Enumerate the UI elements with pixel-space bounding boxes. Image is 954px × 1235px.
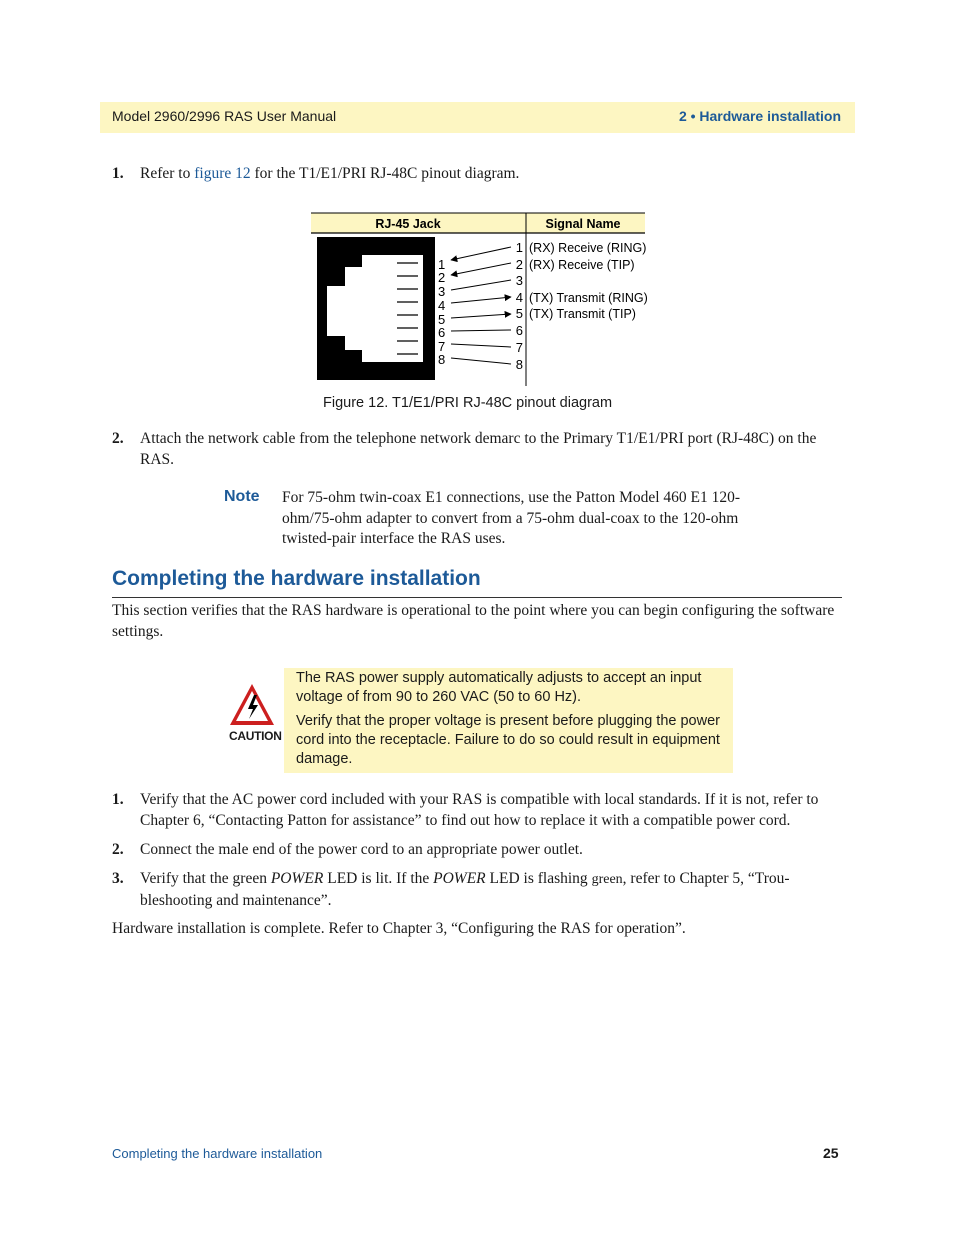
jack-pin-numbers xyxy=(438,257,445,367)
step-verify-led: 3. Verify that the green POWER LED is lit. If the POWER LED is flashing green, refer to Chapter 5, “Trou-bleshooting and maintenance”. xyxy=(112,870,790,909)
figure-12-link[interactable]: figure 12 xyxy=(194,165,251,182)
note-text: For 75-ohm twin-coax E1 connections, use the Patton Model 460 E1 120-ohm/75-ohm adapter to convert from a 75-ohm dual-coax to the 120-ohm twisted-pair interface the RAS uses. xyxy=(282,489,741,547)
figure-caption: Figure 12. T1/E1/PRI RJ-48C pinout diagram xyxy=(323,395,613,411)
step-verify-cord: 1. Verify that the AC power cord included with your RAS is compatible with local standards. If it is not, refer to Chapter 6, “Contacting Patton for assistance” to find out how to replace it with a compatible power cord. xyxy=(112,791,819,829)
signal-name: (TX) Transmit (RING) xyxy=(529,291,648,305)
jack-pin: 2 xyxy=(438,270,446,285)
signal-pin: 6 xyxy=(515,323,523,338)
signal-pin: 2 xyxy=(515,257,523,272)
signal-pin: 1 xyxy=(515,240,523,255)
signal-pin: 8 xyxy=(515,357,523,372)
jack-pin: 6 xyxy=(438,325,446,340)
power-led-name: POWER xyxy=(270,870,324,887)
step-connect-plug: 2. Connect the male end of the power cord to an appropriate power outlet. xyxy=(112,841,583,858)
jack-pin: 8 xyxy=(438,352,446,367)
signal-pin: 7 xyxy=(515,340,523,355)
caution-para-2: Verify that the proper voltage is present before plugging the power cord into the receptacle. Failure to do so could result in equipment damage. xyxy=(296,713,720,767)
closing-paragraph: Hardware installation is complete. Refer to Chapter 3, “Configuring the RAS for operation”. xyxy=(112,920,686,937)
manual-title: Model 2960/2996 RAS User Manual xyxy=(112,108,337,124)
jack-pin: 7 xyxy=(438,339,446,354)
section-title: Completing the hardware installation xyxy=(112,567,481,590)
power-led-name: POWER xyxy=(433,870,486,887)
col-signal-label: Signal Name xyxy=(545,217,621,231)
jack-pin: 5 xyxy=(438,312,446,327)
signal-name: (RX) Receive (RING) xyxy=(529,241,647,255)
signal-pin: 5 xyxy=(515,306,523,321)
jack-pin: 1 xyxy=(438,257,446,272)
signal-pin: 4 xyxy=(515,290,523,305)
jack-pin: 4 xyxy=(438,298,446,313)
footer-section-link: Completing the hardware installation xyxy=(112,1146,323,1161)
step-attach-cable: 2. Attach the network cable from the telephone network demarc to the Primary T1/E1/PRI port (RJ-48C) on the RAS. xyxy=(112,430,817,468)
caution-box xyxy=(284,668,733,773)
section-divider xyxy=(112,597,842,598)
caution-para-1: The RAS power supply automatically adjusts to accept an input voltage of from 90 to 260 VAC (50 to 60 Hz). xyxy=(296,670,702,705)
caution-label: CAUTION xyxy=(229,729,282,743)
section-intro: This section verifies that the RAS hardware is operational to the point where you can begin configuring the software settings. xyxy=(112,602,835,640)
page-number: 25 xyxy=(823,1145,839,1161)
note-label: Note xyxy=(224,488,260,505)
signal-name: (TX) Transmit (TIP) xyxy=(529,307,636,321)
rj45-pinout-diagram xyxy=(305,210,655,390)
col-jack-label: RJ-45 Jack xyxy=(375,217,441,231)
signal-pin-numbers xyxy=(516,240,523,372)
jack-pin: 3 xyxy=(438,284,446,299)
step-refer-figure: 1. Refer to figure 12 for the T1/E1/PRI RJ-48C pinout diagram. xyxy=(112,165,520,182)
signal-name: (RX) Receive (TIP) xyxy=(529,258,635,272)
signal-pin: 3 xyxy=(515,273,523,288)
running-header xyxy=(100,102,855,133)
pin-wires xyxy=(451,247,511,364)
signal-names xyxy=(529,241,648,321)
chapter-title: 2 • Hardware installation xyxy=(678,108,841,124)
